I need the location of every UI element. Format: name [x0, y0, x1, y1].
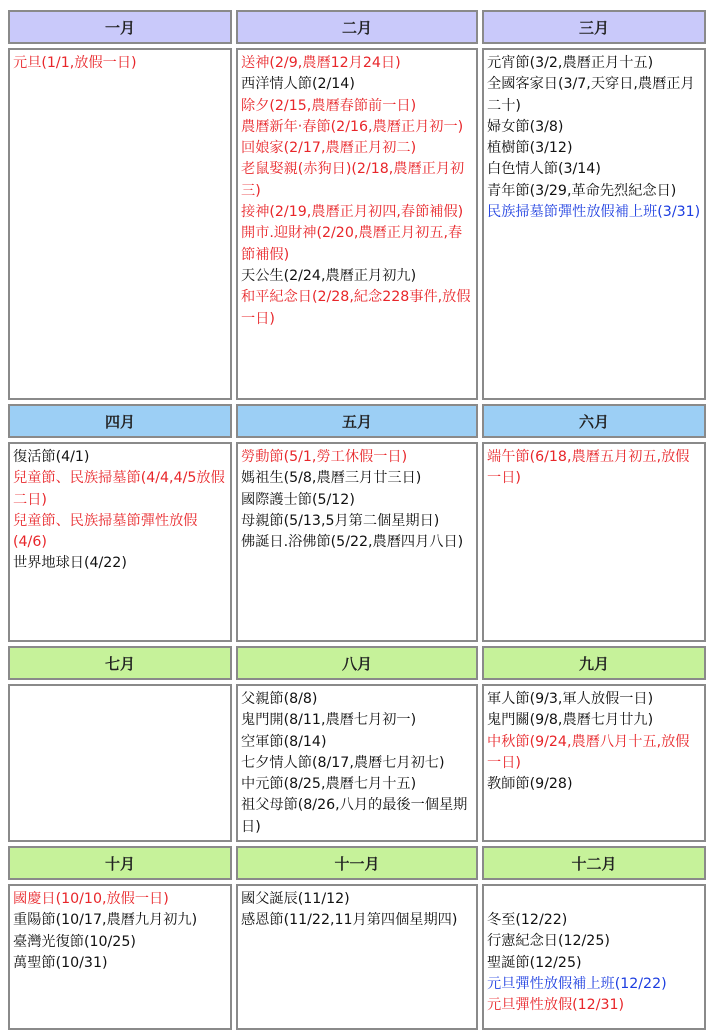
holiday-entry: 國際護士節(5/12)	[241, 491, 355, 508]
holiday-entry: 兒童節、民族掃墓節彈性放假(4/6)	[13, 512, 198, 551]
holiday-entry: 勞動節(5/1,勞工休假一日)	[241, 449, 408, 465]
holiday-entry: 臺灣光復節(10/25)	[13, 933, 136, 950]
holiday-entry: 青年節(3/29,革命先烈紀念日)	[487, 182, 677, 199]
holiday-entry: 鬼門關(9/8,農曆七月廿九)	[487, 712, 654, 729]
month-cell-apr	[8, 442, 232, 642]
month-header-jan: 一月	[8, 10, 232, 44]
month-header-may: 五月	[236, 404, 478, 438]
holiday-calendar-table	[8, 10, 706, 1018]
month-header-oct: 十月	[8, 846, 232, 880]
holiday-entry: 鬼門開(8/11,農曆七月初一)	[241, 712, 417, 729]
month-cell-oct	[8, 884, 232, 1030]
month-header-dec: 十二月	[482, 846, 706, 880]
holiday-entry: 空軍節(8/14)	[241, 733, 327, 750]
holiday-entry: 聖誕節(12/25)	[487, 954, 582, 971]
holiday-entry: 民族掃墓節彈性放假補上班(3/31)	[487, 204, 701, 221]
holiday-entry: 全國客家日(3/7,天穿日,農曆正月二十)	[487, 76, 695, 114]
holiday-entry: 萬聖節(10/31)	[13, 954, 108, 971]
holiday-entry: 接神(2/19,農曆正月初四,春節補假)	[241, 204, 464, 221]
holiday-entry: 天公生(2/24,農曆正月初九)	[241, 267, 417, 284]
holiday-entry: 元旦彈性放假(12/31)	[487, 997, 625, 1014]
holiday-entry: 婦女節(3/8)	[487, 118, 564, 135]
holiday-entry: 父親節(8/8)	[241, 691, 318, 707]
month-cell-jul	[8, 684, 232, 842]
month-cell-aug	[236, 684, 478, 842]
month-cell-may	[236, 442, 478, 642]
month-cell-mar	[482, 48, 706, 400]
holiday-entry: 佛誕日.浴佛節(5/22,農曆四月八日)	[241, 534, 464, 551]
holiday-entry: 國父誕辰(11/12)	[241, 891, 350, 907]
month-header-aug: 八月	[236, 646, 478, 680]
holiday-entry: 兒童節、民族掃墓節(4/4,4/5放假二日)	[13, 470, 225, 508]
holiday-entry: 植樹節(3/12)	[487, 140, 573, 157]
holiday-entry: 祖父母節(8/26,八月的最後一個星期日)	[241, 797, 468, 835]
holiday-entry: 復活節(4/1)	[13, 449, 90, 465]
holiday-entry: 白色情人節(3/14)	[487, 161, 601, 178]
holiday-entry: 感恩節(11/22,11月第四個星期四)	[241, 912, 458, 929]
holiday-entry: 除夕(2/15,農曆春節前一日)	[241, 97, 417, 114]
holiday-entry: 重陽節(10/17,農曆九月初九)	[13, 912, 198, 929]
month-cell-sep	[482, 684, 706, 842]
holiday-entry: 世界地球日(4/22)	[13, 555, 127, 572]
holiday-entry: 母親節(5/13,5月第二個星期日)	[241, 512, 440, 529]
month-cell-nov	[236, 884, 478, 1030]
holiday-entry: 元旦彈性放假補上班(12/22)	[487, 975, 667, 992]
holiday-entry: 元宵節(3/2,農曆正月十五)	[487, 55, 654, 71]
month-cell-jun	[482, 442, 706, 642]
holiday-entry: 七夕情人節(8/17,農曆七月初七)	[241, 754, 445, 771]
month-header-mar: 三月	[482, 10, 706, 44]
holiday-entry: 中秋節(9/24,農曆八月十五,放假一日)	[487, 733, 690, 771]
holiday-entry: 國慶日(10/10,放假一日)	[13, 891, 169, 907]
holiday-entry: 農曆新年‧春節(2/16,農曆正月初一)	[241, 118, 464, 135]
holiday-entry: 送神(2/9,農曆12月24日)	[241, 55, 401, 71]
holiday-entry: 媽祖生(5/8,農曆三月廿三日)	[241, 470, 422, 487]
holiday-entry: 老鼠娶親(赤狗日)(2/18,農曆正月初三)	[241, 161, 465, 199]
holiday-entry: 端午節(6/18,農曆五月初五,放假一日)	[487, 449, 690, 487]
holiday-entry: 和平紀念日(2/28,紀念228事件,放假一日)	[241, 289, 471, 327]
holiday-entry: 教師節(9/28)	[487, 776, 573, 793]
holiday-entry: 回娘家(2/17,農曆正月初二)	[241, 140, 417, 157]
month-cell-dec	[482, 884, 706, 1030]
month-cell-feb	[236, 48, 478, 400]
month-header-nov: 十一月	[236, 846, 478, 880]
month-header-jul: 七月	[8, 646, 232, 680]
holiday-entry: 西洋情人節(2/14)	[241, 76, 355, 93]
holiday-entry: 軍人節(9/3,軍人放假一日)	[487, 691, 654, 707]
month-header-jun: 六月	[482, 404, 706, 438]
holiday-entry: 開市.迎財神(2/20,農曆正月初五,春節補假)	[241, 225, 463, 263]
holiday-entry: 行憲紀念日(12/25)	[487, 933, 610, 950]
holiday-entry: 元旦(1/1,放假一日)	[13, 55, 137, 71]
holiday-entry: 冬至(12/22)	[487, 912, 568, 928]
month-header-apr: 四月	[8, 404, 232, 438]
holiday-entry: 中元節(8/25,農曆七月十五)	[241, 776, 417, 793]
month-header-sep: 九月	[482, 646, 706, 680]
month-header-feb: 二月	[236, 10, 478, 44]
month-cell-jan	[8, 48, 232, 400]
